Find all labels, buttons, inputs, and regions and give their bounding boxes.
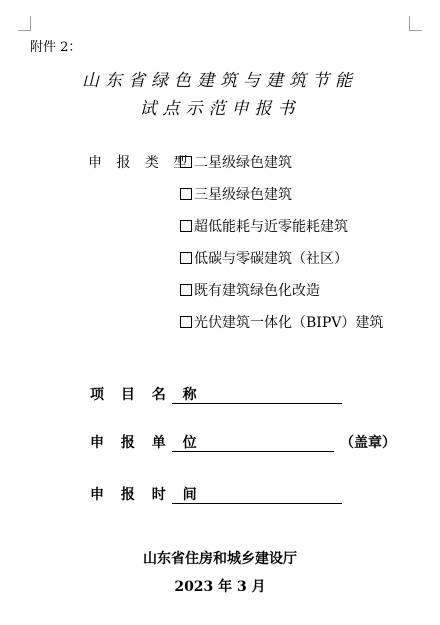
applicant-label: 申 报 单 位 bbox=[90, 435, 203, 451]
checkbox-icon[interactable] bbox=[180, 316, 192, 328]
option-bipv[interactable] bbox=[180, 312, 383, 344]
option-label: 低碳与零碳建筑（社区） bbox=[194, 251, 348, 267]
issuer: 山东省住房和城乡建设厅 bbox=[143, 551, 297, 567]
title-line-1: 山东省绿色建筑与建筑节能 bbox=[82, 71, 358, 91]
applicant-blank[interactable] bbox=[172, 437, 334, 452]
option-low-carbon[interactable] bbox=[180, 248, 383, 280]
project-name-label: 项 目 名 称 bbox=[90, 387, 203, 403]
option-label: 三星级绿色建筑 bbox=[194, 187, 292, 203]
option-retrofit[interactable] bbox=[180, 280, 383, 312]
option-label: 既有建筑绿色化改造 bbox=[194, 283, 320, 299]
option-three-star[interactable] bbox=[180, 184, 383, 216]
checkbox-icon[interactable] bbox=[180, 220, 192, 232]
seal-note: （盖章） bbox=[340, 435, 396, 451]
issue-date: 2023 年 3 月 bbox=[174, 579, 266, 595]
project-name-blank[interactable] bbox=[172, 389, 342, 404]
apply-time-blank[interactable] bbox=[172, 489, 342, 504]
title-line-2: 试点示范申报书 bbox=[139, 99, 301, 119]
attachment-label: 附件 2： bbox=[30, 40, 82, 55]
checkbox-icon[interactable] bbox=[180, 252, 192, 264]
applicant-field bbox=[90, 432, 396, 452]
apply-time-field bbox=[90, 484, 342, 504]
project-name-field bbox=[90, 384, 342, 404]
declaration-type-options bbox=[180, 152, 383, 344]
option-ultra-low-energy[interactable] bbox=[180, 216, 383, 248]
margin-corner-mark-left bbox=[18, 16, 31, 31]
checkbox-icon[interactable] bbox=[180, 156, 192, 168]
option-label: 超低能耗与近零能耗建筑 bbox=[194, 219, 348, 235]
option-two-star[interactable] bbox=[180, 152, 383, 184]
option-label: 二星级绿色建筑 bbox=[194, 155, 292, 171]
checkbox-icon[interactable] bbox=[180, 284, 192, 296]
margin-corner-mark-right bbox=[409, 16, 422, 31]
option-label: 光伏建筑一体化（BIPV）建筑 bbox=[194, 315, 384, 331]
checkbox-icon[interactable] bbox=[180, 188, 192, 200]
declaration-type-label: 申 报 类 型 bbox=[88, 155, 193, 171]
apply-time-label: 申 报 时 间 bbox=[90, 487, 203, 503]
